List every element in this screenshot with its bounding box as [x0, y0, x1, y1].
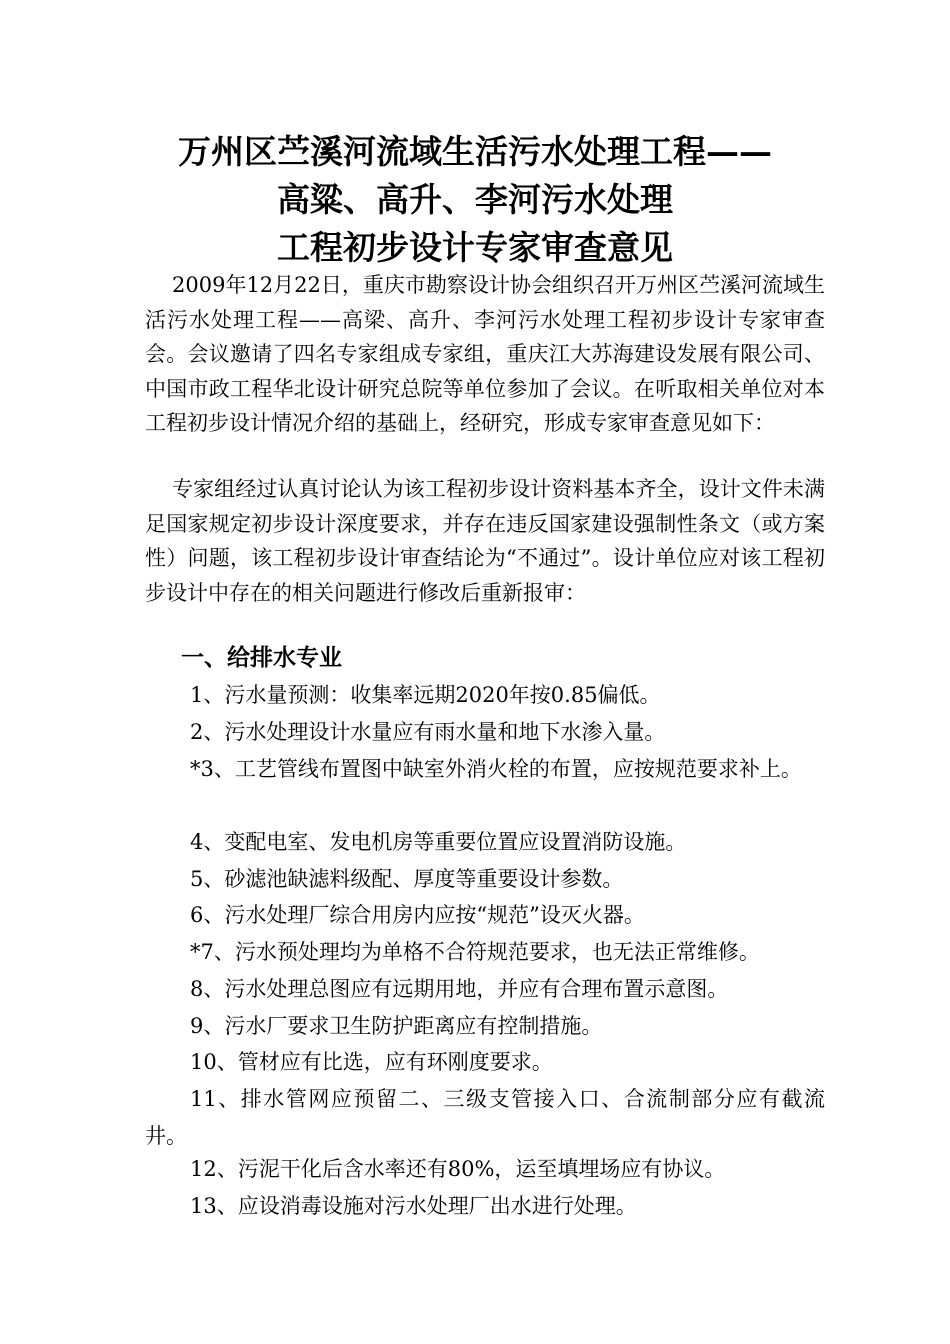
list-item: 13、应设消毒设施对污水处理厂出水进行处理。	[190, 1194, 637, 1218]
list-item: 11、排水管网应预留二、三级支管接入口、合流制部分应有截流井。	[145, 1087, 825, 1148]
list-item: 8、污水处理总图应有远期用地，并应有合理布置示意图。	[190, 977, 729, 1001]
section-heading-water-supply-drainage: 一、给排水专业	[181, 644, 342, 671]
list-item: 1、污水量预测：收集率远期2020年按0.85偏低。	[190, 683, 661, 707]
intro-paragraph: 2009年12月22日，重庆市勘察设计协会组织召开万州区苎溪河流域生活污水处理工程——高梁、高升、李河污水处理工程初步设计专家审查会。会议邀请了四名专家组成专家组，重庆江大苏海建设发展有限公司、中国市政工程华北设计研究总院等单位参加了会议。在听取相关单位对本工程初步设计情况介绍的基础上，经研究，形成专家审查意见如下：	[145, 273, 825, 435]
list-item: *3、工艺管线布置图中缺室外消火栓的布置，应按规范要求补上。	[190, 757, 802, 781]
list-item: 4、变配电室、发电机房等重要位置应设置消防设施。	[190, 830, 687, 854]
conclusion-paragraph: 专家组经过认真讨论认为该工程初步设计资料基本齐全，设计文件未满足国家规定初步设计深度要求，并存在违反国家建设强制性条文（或方案性）问题，该工程初步设计审查结论为“不通过”。设计单位应对该工程初步设计中存在的相关问题进行修改后重新报审：	[145, 477, 825, 605]
list-item: 12、污泥干化后含水率还有80%，运至填埋场应有协议。	[190, 1157, 726, 1181]
list-item: *7、污水预处理均为单格不合符规范要求，也无法正常维修。	[190, 940, 760, 964]
document-title-line-3: 工程初步设计专家审查意见	[277, 228, 673, 267]
list-item: 2、污水处理设计水量应有雨水量和地下水渗入量。	[190, 720, 666, 744]
list-item: 9、污水厂要求卫生防护距离应有控制措施。	[190, 1014, 603, 1038]
document-title-line-2: 高粱、高升、李河污水处理	[277, 180, 673, 219]
document-title-line-1: 万州区苎溪河流域生活污水处理工程——	[178, 132, 772, 171]
list-item: 5、砂滤池缺滤料级配、厚度等重要设计参数。	[190, 867, 624, 891]
list-item: 6、污水处理厂综合用房内应按“规范”设灭火器。	[190, 903, 645, 927]
list-item: 10、管材应有比选，应有环刚度要求。	[190, 1050, 553, 1074]
